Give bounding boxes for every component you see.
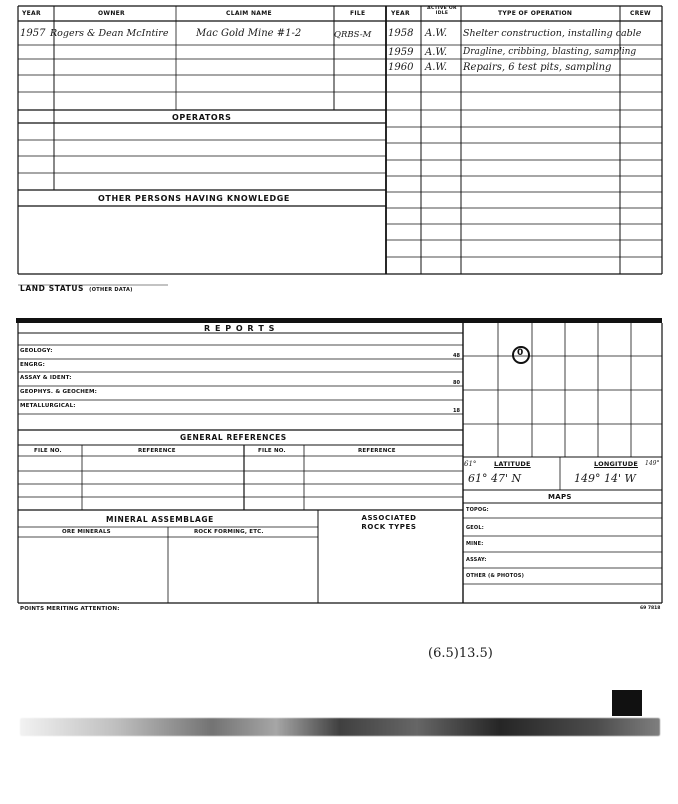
report-assay-label: ASSAY & IDENT: xyxy=(20,375,72,381)
work-row-2-status: A.W. xyxy=(425,47,448,58)
header-work-year: YEAR xyxy=(391,10,410,17)
header-type-of-operation: TYPE OF OPERATION xyxy=(498,10,573,17)
work-row-3-status: A.W. xyxy=(425,62,448,73)
claim-name-value: Mac Gold Mine #1-2 xyxy=(196,28,302,39)
maps-heading: MAPS xyxy=(548,493,572,501)
maps-other-label: OTHER (& PHOTOS) xyxy=(466,573,525,579)
longitude-label: LONGITUDE xyxy=(594,460,638,468)
general-references-heading: GENERAL REFERENCES xyxy=(180,433,287,442)
other-persons-heading: OTHER PERSONS HAVING KNOWLEDGE xyxy=(98,194,290,203)
ore-minerals-heading: ORE MINERALS xyxy=(62,529,111,535)
file-value: QRBS-M xyxy=(334,30,372,40)
rock-forming-heading: ROCK FORMING, ETC. xyxy=(194,529,264,535)
genref-col-reference-1: REFERENCE xyxy=(138,448,176,454)
form-number: 69 7818 xyxy=(640,606,661,611)
report-metallurgical-code: 18 xyxy=(453,408,460,414)
reports-heading: R E P O R T S xyxy=(204,324,276,333)
operators-heading: OPERATORS xyxy=(172,113,232,122)
land-status-label: LAND STATUS (OTHER DATA) xyxy=(20,284,133,293)
header-claim-name: CLAIM NAME xyxy=(226,10,272,17)
mineral-assemblage-heading: MINERAL ASSEMBLAGE xyxy=(106,515,214,524)
work-row-2-year: 1959 xyxy=(388,47,414,58)
scan-artifact-block xyxy=(612,690,642,716)
header-owner: OWNER xyxy=(98,10,125,17)
work-row-3-operation: Repairs, 6 test pits, sampling xyxy=(463,62,612,73)
latitude-value: 61° 47' N xyxy=(468,472,522,485)
report-assay-code: 80 xyxy=(453,380,460,386)
scan-artifact-streak xyxy=(20,718,660,736)
report-metallurgical-label: METALLURGICAL: xyxy=(20,403,76,409)
owner-name: Rogers & Dean McIntire xyxy=(50,28,169,39)
header-file: FILE xyxy=(350,10,366,17)
maps-topog-label: TOPOG: xyxy=(466,507,489,513)
genref-col-file-no-2: FILE NO. xyxy=(258,448,286,454)
footer-note: (6.5)13.5) xyxy=(428,646,493,661)
report-geophys-label: GEOPHYS. & GEOCHEM: xyxy=(20,389,98,395)
work-row-1-operation: Shelter construction, installing cable xyxy=(463,28,642,39)
work-row-3-year: 1960 xyxy=(388,62,414,73)
owner-year: 1957 xyxy=(20,28,46,39)
report-geology-code: 48 xyxy=(453,353,460,359)
lat-prefix: 61° xyxy=(464,460,477,468)
associated-rock-types-heading: ASSOCIATED ROCK TYPES xyxy=(361,514,417,531)
genref-col-reference-2: REFERENCE xyxy=(358,448,396,454)
latitude-label: LATITUDE xyxy=(494,460,531,468)
report-engrg-label: ENGRG: xyxy=(20,362,46,368)
work-row-1-status: A.W. xyxy=(425,28,448,39)
genref-col-file-no-1: FILE NO. xyxy=(34,448,62,454)
header-active-or-idle: ACTIVE OR IDLE xyxy=(427,6,457,16)
points-meriting-attention: POINTS MERITING ATTENTION: xyxy=(20,606,120,612)
location-mark: 0 xyxy=(517,348,524,358)
maps-geol-label: GEOL: xyxy=(466,525,484,531)
lon-suffix: 149° xyxy=(645,460,660,467)
maps-mine-label: MINE: xyxy=(466,541,484,547)
report-geology-label: GEOLOGY: xyxy=(20,348,53,354)
longitude-value: 149° 14' W xyxy=(574,472,636,485)
header-year: YEAR xyxy=(22,10,41,17)
maps-assay-label: ASSAY: xyxy=(466,557,487,563)
header-crew: CREW xyxy=(630,10,651,17)
work-row-2-operation: Dragline, cribbing, blasting, sampling xyxy=(463,47,637,57)
work-row-1-year: 1958 xyxy=(388,28,414,39)
